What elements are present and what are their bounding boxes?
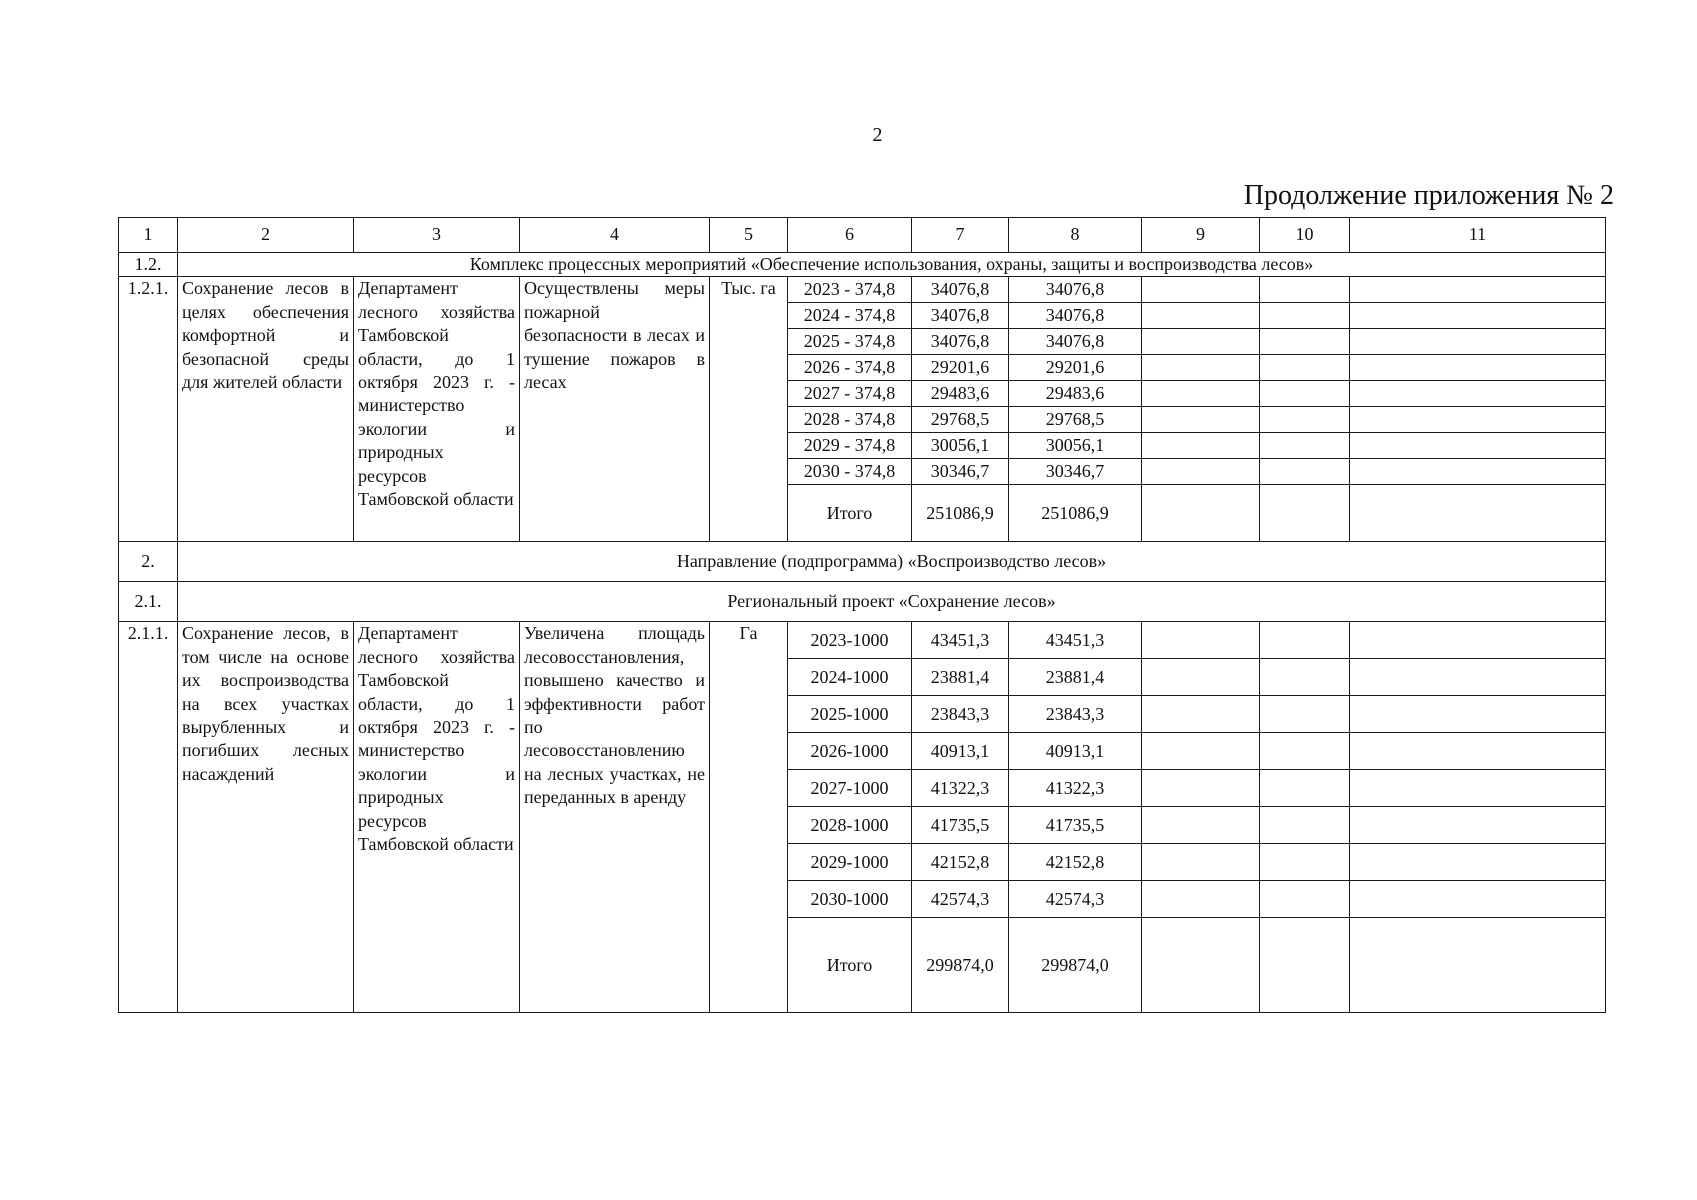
year-value-cell: 2028 - 374,8 <box>788 407 912 433</box>
empty-cell <box>1142 659 1260 696</box>
section-title: Комплекс процессных мероприятий «Обеспечение использования, охраны, защиты и воспроизводства лесов» <box>178 253 1606 277</box>
column-header: 11 <box>1350 218 1606 253</box>
empty-cell <box>1260 844 1350 881</box>
empty-cell <box>1350 459 1606 485</box>
empty-cell <box>1350 355 1606 381</box>
item-number: 2.1.1. <box>119 622 178 1013</box>
year-value-cell: 2030-1000 <box>788 881 912 918</box>
empty-cell <box>1142 770 1260 807</box>
col7-value-cell: 34076,8 <box>912 303 1009 329</box>
empty-cell <box>1142 696 1260 733</box>
empty-cell <box>1260 407 1350 433</box>
empty-cell <box>1350 659 1606 696</box>
item-name: Сохранение лесов в целях обеспечения комфортной и безопасной среды для жителей области <box>178 277 354 542</box>
empty-cell <box>1350 770 1606 807</box>
empty-cell <box>1350 733 1606 770</box>
empty-cell <box>1260 381 1350 407</box>
year-value-cell: 2028-1000 <box>788 807 912 844</box>
section-row <box>119 253 1606 277</box>
empty-cell <box>1260 277 1350 303</box>
empty-cell <box>1260 733 1350 770</box>
column-number-row <box>119 218 1606 253</box>
col7-value-cell: 23843,3 <box>912 696 1009 733</box>
total-col8: 299874,0 <box>1009 918 1142 1013</box>
total-col8: 251086,9 <box>1009 485 1142 542</box>
section-row <box>119 542 1606 582</box>
year-value-cell: 2029 - 374,8 <box>788 433 912 459</box>
empty-cell <box>1350 277 1606 303</box>
col7-value-cell: 42574,3 <box>912 881 1009 918</box>
total-col7: 251086,9 <box>912 485 1009 542</box>
col7-value-cell: 34076,8 <box>912 329 1009 355</box>
col7-value-cell: 30346,7 <box>912 459 1009 485</box>
col7-value-cell: 29201,6 <box>912 355 1009 381</box>
col7-value-cell: 43451,3 <box>912 622 1009 659</box>
page-number: 2 <box>872 124 883 146</box>
empty-cell <box>1350 407 1606 433</box>
empty-cell <box>1350 433 1606 459</box>
empty-cell <box>1142 459 1260 485</box>
section-number: 1.2. <box>119 253 178 277</box>
item-result: Увеличена площадь лесовосстановления, повышено качество и эффективности работ по лесовосстановлению на лесных участках, не переданных в аренду <box>520 622 710 1013</box>
empty-cell <box>1260 303 1350 329</box>
col8-value-cell: 41735,5 <box>1009 807 1142 844</box>
empty-cell <box>1260 622 1350 659</box>
empty-cell <box>1142 844 1260 881</box>
year-value-cell: 2026 - 374,8 <box>788 355 912 381</box>
item-executor: Департамент лесного хозяйства Тамбовской области, до 1 октября 2023 г. - министерство экологии и природных ресурсов Тамбовской области <box>354 622 520 1013</box>
col8-value-cell: 43451,3 <box>1009 622 1142 659</box>
year-value-cell: 2030 - 374,8 <box>788 459 912 485</box>
empty-cell <box>1260 329 1350 355</box>
empty-cell <box>1350 844 1606 881</box>
col7-value-cell: 34076,8 <box>912 277 1009 303</box>
col8-value-cell: 30346,7 <box>1009 459 1142 485</box>
year-value-cell: 2025 - 374,8 <box>788 329 912 355</box>
empty-cell <box>1260 355 1350 381</box>
column-header: 3 <box>354 218 520 253</box>
empty-cell <box>1260 459 1350 485</box>
col7-value-cell: 23881,4 <box>912 659 1009 696</box>
empty-cell <box>1350 881 1606 918</box>
empty-cell <box>1142 407 1260 433</box>
year-value-cell: 2027 - 374,8 <box>788 381 912 407</box>
col8-value-cell: 23843,3 <box>1009 696 1142 733</box>
empty-cell <box>1350 807 1606 844</box>
section-number: 2. <box>119 542 178 582</box>
year-value-cell: 2024-1000 <box>788 659 912 696</box>
program-table <box>118 217 1606 1013</box>
empty-cell <box>1350 381 1606 407</box>
col8-value-cell: 34076,8 <box>1009 329 1142 355</box>
year-value-cell: 2025-1000 <box>788 696 912 733</box>
section-row <box>119 582 1606 622</box>
column-header: 7 <box>912 218 1009 253</box>
empty-cell <box>1260 696 1350 733</box>
item-result: Осуществлены меры пожарной безопасности в лесах и тушение пожаров в лесах <box>520 277 710 542</box>
empty-cell <box>1350 918 1606 1013</box>
empty-cell <box>1142 881 1260 918</box>
year-value-cell: 2024 - 374,8 <box>788 303 912 329</box>
col7-value-cell: 29483,6 <box>912 381 1009 407</box>
empty-cell <box>1142 381 1260 407</box>
empty-cell <box>1142 807 1260 844</box>
col8-value-cell: 42574,3 <box>1009 881 1142 918</box>
column-header: 6 <box>788 218 912 253</box>
column-header: 10 <box>1260 218 1350 253</box>
data-row <box>119 622 1606 659</box>
total-label: Итого <box>788 918 912 1013</box>
year-value-cell: 2027-1000 <box>788 770 912 807</box>
empty-cell <box>1142 303 1260 329</box>
empty-cell <box>1142 485 1260 542</box>
empty-cell <box>1142 733 1260 770</box>
empty-cell <box>1260 918 1350 1013</box>
col7-value-cell: 40913,1 <box>912 733 1009 770</box>
year-value-cell: 2026-1000 <box>788 733 912 770</box>
empty-cell <box>1350 696 1606 733</box>
year-value-cell: 2023 - 374,8 <box>788 277 912 303</box>
year-value-cell: 2029-1000 <box>788 844 912 881</box>
item-unit: Тыс. га <box>710 277 788 542</box>
col8-value-cell: 34076,8 <box>1009 277 1142 303</box>
section-number: 2.1. <box>119 582 178 622</box>
empty-cell <box>1142 329 1260 355</box>
col7-value-cell: 29768,5 <box>912 407 1009 433</box>
empty-cell <box>1142 355 1260 381</box>
item-executor: Департамент лесного хозяйства Тамбовской области, до 1 октября 2023 г. - министерство экологии и природных ресурсов Тамбовской области <box>354 277 520 542</box>
col8-value-cell: 42152,8 <box>1009 844 1142 881</box>
col8-value-cell: 30056,1 <box>1009 433 1142 459</box>
empty-cell <box>1142 277 1260 303</box>
appendix-title: Продолжение приложения № 2 <box>1243 180 1614 211</box>
col8-value-cell: 23881,4 <box>1009 659 1142 696</box>
empty-cell <box>1260 881 1350 918</box>
empty-cell <box>1260 807 1350 844</box>
col8-value-cell: 34076,8 <box>1009 303 1142 329</box>
total-label: Итого <box>788 485 912 542</box>
col8-value-cell: 29768,5 <box>1009 407 1142 433</box>
col7-value-cell: 41322,3 <box>912 770 1009 807</box>
column-header: 1 <box>119 218 178 253</box>
total-col7: 299874,0 <box>912 918 1009 1013</box>
col7-value-cell: 42152,8 <box>912 844 1009 881</box>
empty-cell <box>1350 622 1606 659</box>
column-header: 2 <box>178 218 354 253</box>
empty-cell <box>1350 485 1606 542</box>
data-row <box>119 277 1606 303</box>
column-header: 8 <box>1009 218 1142 253</box>
item-name: Сохранение лесов, в том числе на основе их воспроизводства на всех участках вырубленных и погибших лесных насаждений <box>178 622 354 1013</box>
column-header: 4 <box>520 218 710 253</box>
empty-cell <box>1142 918 1260 1013</box>
empty-cell <box>1350 303 1606 329</box>
section-title: Региональный проект «Сохранение лесов» <box>178 582 1606 622</box>
col8-value-cell: 40913,1 <box>1009 733 1142 770</box>
empty-cell <box>1260 659 1350 696</box>
empty-cell <box>1260 485 1350 542</box>
col8-value-cell: 29483,6 <box>1009 381 1142 407</box>
empty-cell <box>1260 433 1350 459</box>
empty-cell <box>1142 433 1260 459</box>
item-number: 1.2.1. <box>119 277 178 542</box>
column-header: 9 <box>1142 218 1260 253</box>
section-title: Направление (подпрограмма) «Воспроизводство лесов» <box>178 542 1606 582</box>
col8-value-cell: 29201,6 <box>1009 355 1142 381</box>
col7-value-cell: 41735,5 <box>912 807 1009 844</box>
year-value-cell: 2023-1000 <box>788 622 912 659</box>
col8-value-cell: 41322,3 <box>1009 770 1142 807</box>
item-unit: Га <box>710 622 788 1013</box>
empty-cell <box>1260 770 1350 807</box>
empty-cell <box>1142 622 1260 659</box>
column-header: 5 <box>710 218 788 253</box>
col7-value-cell: 30056,1 <box>912 433 1009 459</box>
empty-cell <box>1350 329 1606 355</box>
